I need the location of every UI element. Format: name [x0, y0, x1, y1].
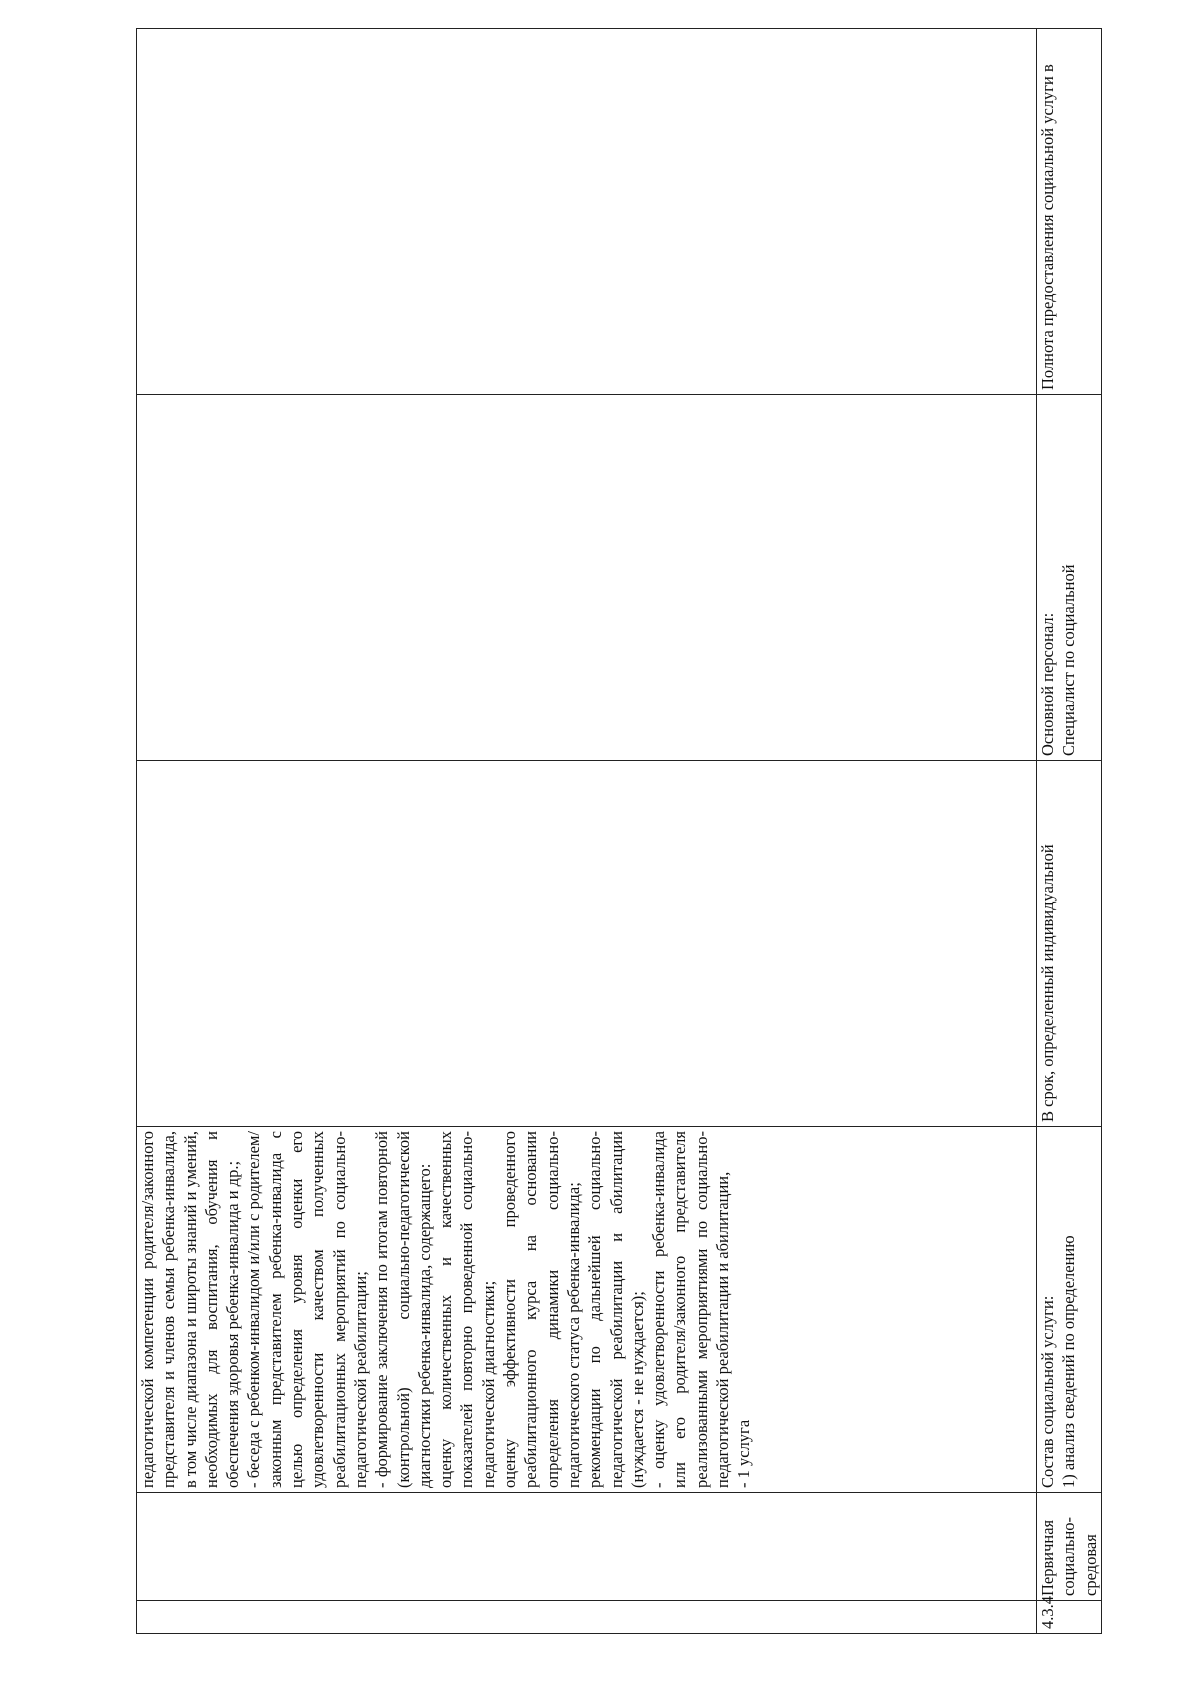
cell-quality: Полнота предоставления социальной услуги в — [1037, 29, 1102, 395]
cell-quality — [137, 29, 1037, 395]
cell-service-content: Состав социальной услуги: 1) анализ сведений по определению — [1037, 1127, 1102, 1493]
cell-term — [137, 761, 1037, 1127]
cell-service-content: педагогической компетенции родителя/законного представителя и членов семьи ребенка-инвалида, в том числе диапазона и широты знаний и умений, необходимых для воспитания, обучения и обеспечения здоровья ребенка-инвалида и др.; - беседа с ребенком-инвалидом и/или с родителем/законным представителем ребенка-инвалида с целью определения уровня оценки его удовлетворенности качеством полученных реабилитационных мероприятий по социально-педагогической реабилитации; - формирование заключения по итогам повторной (контрольной) социально-педагогической диагностики ребенка-инвалида, содержащего: оценку количественных и качественных показателей повторно проведенной социально-педагогической диагностики; оценку эффективности проведенного реабилитационного курса на основании определения динамики социально-педагогического статуса ребенка-инвалида; рекомендации по дальнейшей социально-педагогической реабилитации и абилитации (нуждается - не нуждается); - оценку удовлетворенности ребенка-инвалида или его родителя/законного представителя реализованными мероприятиями по социально-педагогической реабилитации и абилитации, - 1 услуга — [137, 1127, 1037, 1493]
table-row — [1037, 29, 1102, 1634]
cell-number: 4.3.4 — [1037, 1601, 1102, 1634]
cell-number — [137, 1601, 1037, 1634]
cell-service-name — [137, 1493, 1037, 1601]
rotated-table-container — [136, 64, 1101, 1634]
table-row — [137, 29, 1037, 1634]
cell-term: В срок, определенный индивидуальной — [1037, 761, 1102, 1127]
cell-service-name: Первичная социально-средовая — [1037, 1493, 1102, 1601]
services-table — [136, 28, 1102, 1634]
cell-staff: Основной персонал: Специалист по социальной — [1037, 395, 1102, 761]
cell-staff — [137, 395, 1037, 761]
